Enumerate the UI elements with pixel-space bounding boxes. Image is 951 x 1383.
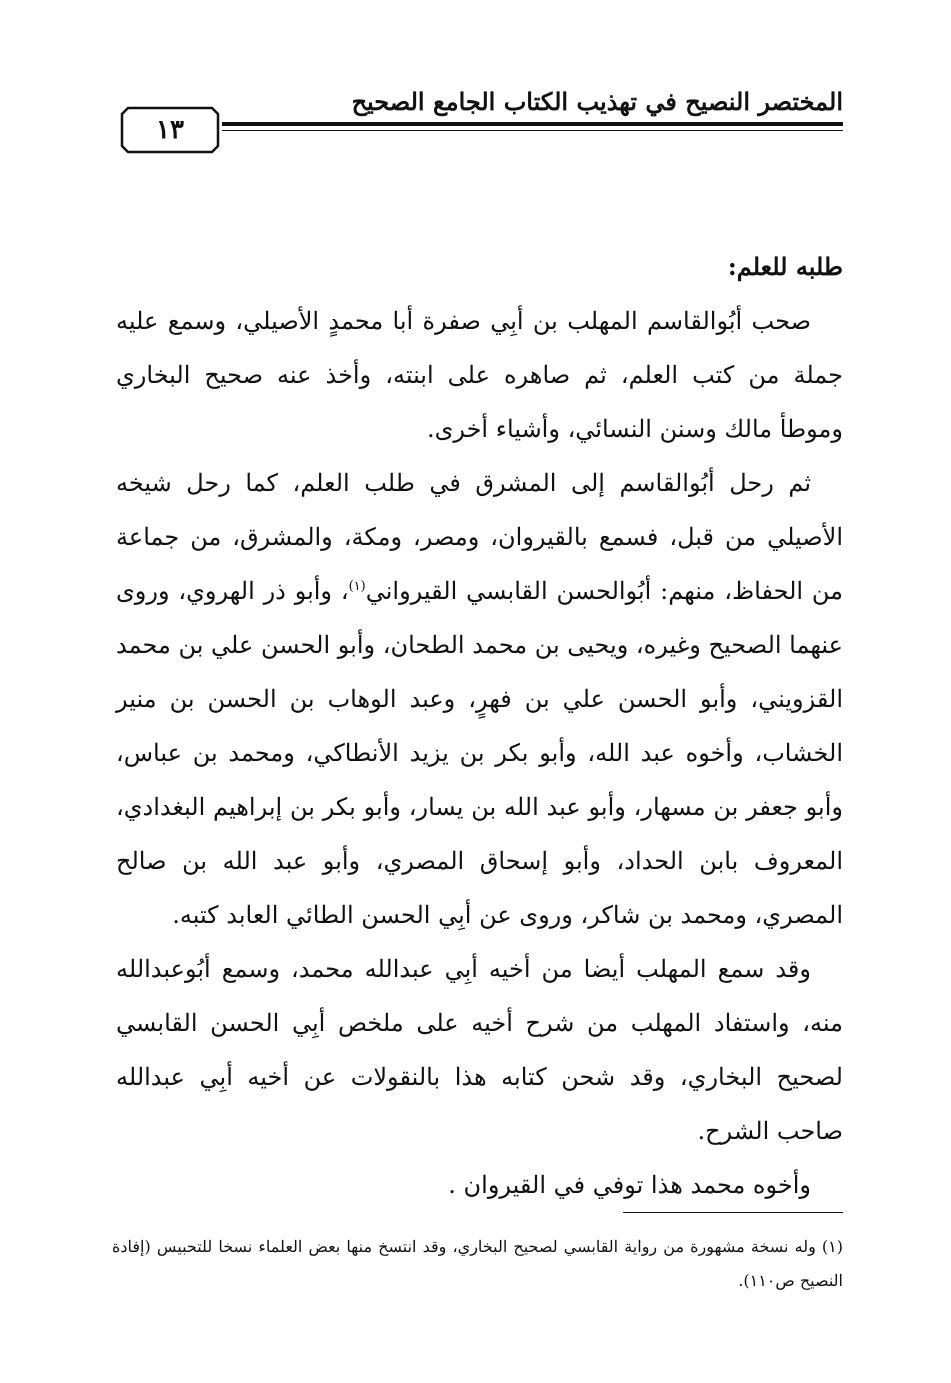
running-title: المختصر النصيح في تهذيب الكتاب الجامع الصحيح: [351, 87, 843, 116]
footnote-rule: [623, 1212, 843, 1213]
header-rule: [222, 122, 843, 126]
paragraph-2: [116, 456, 843, 942]
paragraph-2-part-b: ، وأبو ذر الهروي، وروى عنهما الصحيح وغيره، ويحيى بن محمد الطحان، وأبو الحسن علي بن محمد القزويني، وأبو الحسن علي بن فهرٍ، وعبد الوهاب بن الحسن بن منير الخشاب، وأخوه عبد الله، وأبو بكر بن يزيد الأنطاكي، ومحمد بن عباس، وأبو جعفر بن مسهار، وأبو عبد الله بن يسار، وأبو بكر بن إبراهيم البغدادي، المعروف بابن الحداد، وأبو إسحاق المصري، وأبو عبد الله بن صالح المصري، ومحمد بن شاكر، وروى عن أبِي الحسن الطائي العابد كتبه.: [116, 577, 843, 929]
footnotes: [112, 1230, 843, 1298]
page-number-frame: [118, 104, 222, 156]
paragraph-3: وقد سمع المهلب أيضا من أخيه أبِي عبدالله محمد، وسمع أبُوعبدالله منه، واستفاد المهلب من شرح أخيه على ملخص أبِي الحسن القابسي لصحيح البخاري، وقد شحن كتابه هذا بالنقولات عن أخيه أبِي عبدالله صاحب الشرح.: [116, 955, 843, 1145]
paragraph-4: وأخوه محمد هذا توفي في القيروان .: [448, 1171, 811, 1199]
footnote-1: (١) وله نسخة مشهورة من رواية القابسي لصحيح البخاري، وقد انتسخ منها بعض العلماء نسخا للتحبيس (إفادة النصيح ص١١٠).: [112, 1237, 843, 1290]
section-heading: طلبه للعلم:: [727, 252, 843, 281]
page-number: ١٣: [156, 115, 184, 145]
header-rule-thin: [222, 130, 843, 131]
paragraph-1: صحب أبُوالقاسم المهلب بن أبِي صفرة أبا محمدٍ الأصيلي، وسمع عليه جملة من كتب العلم، ثم صاهره على ابنته، وأخذ عنه صحيح البخاري وموطأ مالك وسنن النسائي، وأشياء أخرى.: [116, 307, 843, 443]
footnote-marker: (١): [348, 579, 366, 594]
paragraph-2-part-a: ثم رحل أبُوالقاسم إلى المشرق في طلب العلم، كما رحل شيخه الأصيلي من قبل، فسمع بالقيروان، ومصر، ومكة، والمشرق، من جماعة من الحفاظ، منهم: أبُوالحسن القابسي القيرواني: [116, 469, 843, 605]
main-text: [116, 240, 843, 1212]
